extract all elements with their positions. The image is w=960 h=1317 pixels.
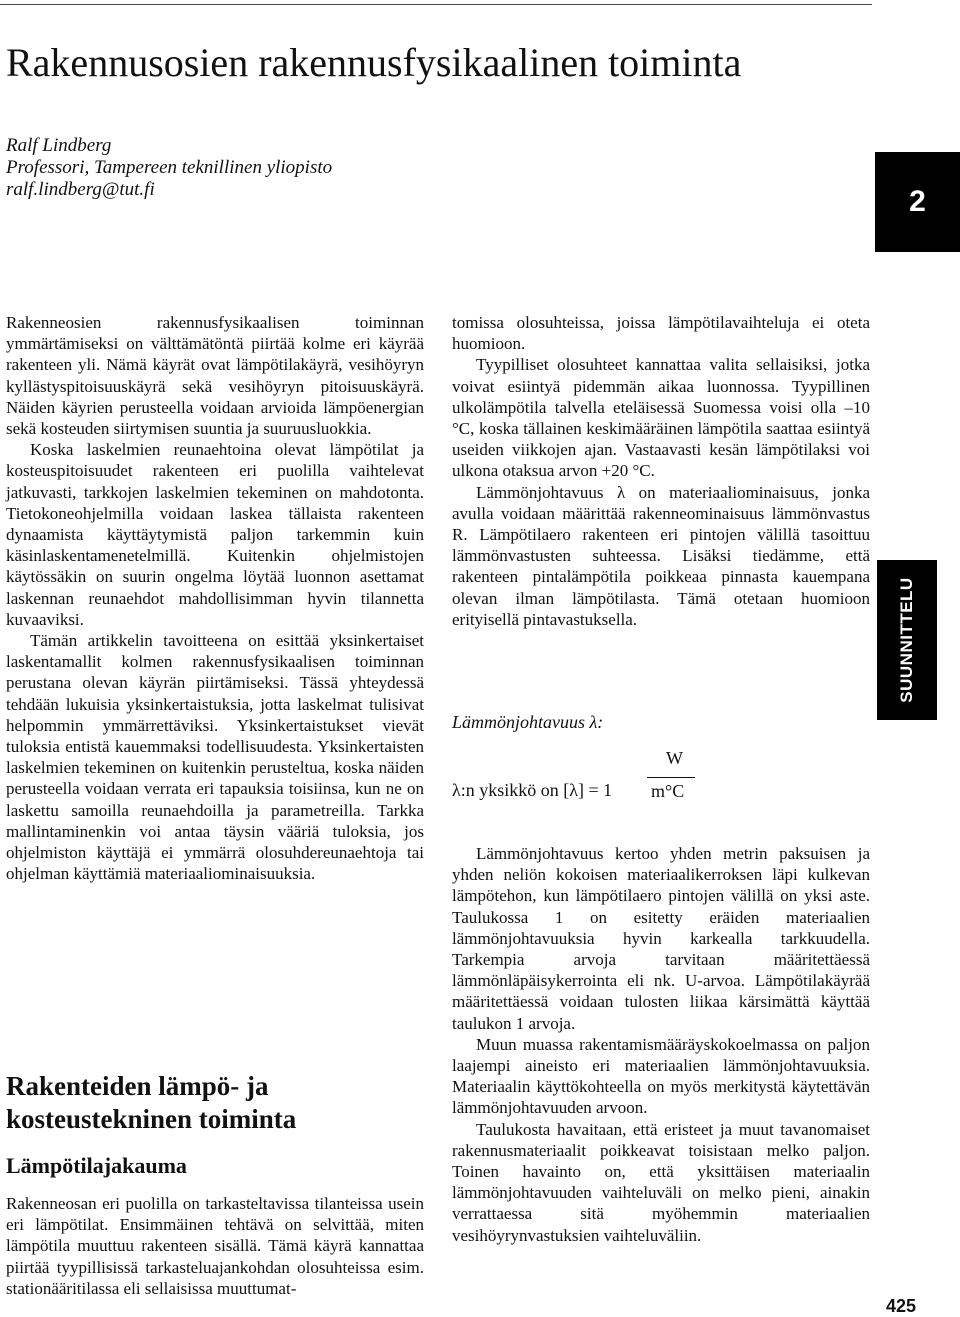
author-block	[6, 135, 332, 201]
paragraph: Taulukosta havaitaan, että eristeet ja muut tavanomaiset rakennusmateriaalit poikkeavat toisistaan melko paljon. Toinen havainto on, että yksittäisen materiaalin lämmönjohtavuuden vaihteluväli on melko pieni, ainakin verrattaessa sitä myöhemmin materiaalien vesihöyrynvastuksien vaihteluväliin.	[452, 1119, 870, 1245]
left-column	[6, 312, 424, 884]
paragraph: Lämmönjohtavuus kertoo yhden metrin paksuisen ja yhden neliön kokoisen materiaalikerroksen läpi kulkevan lämpötehon, kun lämpötilaero pintojen välillä on yksi aste. Taulukossa 1 on esitetty eräiden materiaalien lämmönjohtavuuksia hyvin karkealla tarkkuudella. Tarkempia arvoja tarvitaan määritettäessä lämmönläpäisykerrointa eli nk. U-arvoa. Lämpötilakäyrää määritettäessä voidaan tulosten liikaa kärsimättä käyttää taulukon 1 arvoja.	[452, 844, 870, 1033]
right-column-lower	[452, 843, 870, 1246]
left-column-section-body	[6, 1193, 424, 1299]
chapter-tab	[875, 152, 960, 252]
section-side-tab	[877, 560, 937, 720]
chapter-number: 2	[909, 185, 926, 218]
equation-label: Lämmönjohtavuus λ:	[452, 712, 604, 732]
paragraph: Tyypilliset olosuhteet kannattaa valita sellaisiksi, jotka voivat esiintyä pidemmän aikaa luonnossa. Tyypillinen ulkolämpötila talvella eteläisessä Suomessa voisi olla –10 °C, koska tällainen keskimääräinen lämpötila saattaa esiintyä useiden viikkojen ajan. Vastaavasti kesän lämpötilaksi voi ulkona otaksua arvon +20 °C.	[452, 355, 870, 481]
right-column	[452, 312, 870, 630]
paragraph: Koska laskelmien reunaehtoina olevat lämpötilat ja kosteuspitoisuudet rakenteen eri puolilla vaihtelevat jatkuvasti, tarkkojen laskelmien tekeminen on mahdotonta. Tietokoneohjelmilla voidaan laskea tällaista rakenteen dynaamista käyttäytymistä paljon tarkemmin kuin käsinlaskentamenetelmillä. Kuitenkin ohjelmistojen käytössäkin on suurin ongelma löytää luonnon asettamat laskennan reunaehdot mahdollisimman hyvin tilannetta kuvaaviksi.	[6, 440, 424, 629]
paragraph: Rakenneosan eri puolilla on tarkasteltavissa tilanteissa usein eri lämpötilat. Ensimmäinen tehtävä on selvittää, miten lämpötila muuttuu rakenteen sisällä. Tämä käyrä kannattaa piirtää tyypillisissä tarkasteluajankohdan olosuhteissa esim. stationääritilassa eli sellaisissa muuttumat-	[6, 1194, 424, 1298]
author-email: ralf.lindberg@tut.fi	[6, 179, 155, 200]
page-number: 425	[886, 1296, 917, 1316]
equation-lhs: λ:n yksikkö on [λ] = 1	[452, 780, 613, 800]
paragraph: Rakenneosien rakennusfysikaalisen toiminnan ymmärtämiseksi on välttämätöntä piirtää kolme eri käyrää rakenteen yli. Nämä käyrät ovat lämpötilakäyrä, vesihöyryn kyllästyspitoisuuskäyrä sekä vesihöyryn pitoisuuskäyrä. Näiden käyrien perusteella voidaan arvioida lämpöenergian sekä kosteuden siirtymisen suuntia ja suuruusluokkia.	[6, 313, 424, 439]
equation-denominator: m°C	[651, 781, 685, 801]
top-rule	[0, 4, 872, 5]
article-title: Rakennusosien rakennusfysikaalinen toiminta	[6, 40, 742, 85]
paragraph: Lämmönjohtavuus λ on materiaaliominaisuus, jonka avulla voidaan määrittää rakenneominaisuus lämmönvastus R. Lämpötilaero rakenteen eri pintojen välillä tasoittuu lämmönvastusten suhteessa. Lisäksi tiedämme, että rakenteen pintalämpötila poikkeaa pinnasta kauempana olevan ilman lämpötilasta. Tämä otetaan huomioon erityisellä pintavastuksella.	[452, 482, 870, 629]
subsection-heading: Lämpötilajakauma	[6, 1153, 187, 1178]
paragraph: tomissa olosuhteissa, joissa lämpötilavaihteluja ei oteta huomioon.	[452, 313, 870, 354]
section-heading: Rakenteiden lämpö- ja kosteustekninen toiminta	[6, 1071, 297, 1134]
equation-numerator: W	[666, 748, 683, 768]
fraction-bar	[647, 777, 695, 778]
paragraph: Tämän artikkelin tavoitteena on esittää yksinkertaiset laskentamallit kolmen rakennusfysikaalisen toiminnan perustana olevan käyrän piirtämiseksi. Tässä yhteydessä tehdään lukuisia yksinkertaistuksia, jotta laskelmat tulisivat helpommin ymmärrettäviksi. Yksinkertaistukset vievät tuloksia entistä kauemmaksi todellisuudesta. Yksinkertaisten laskelmien tekeminen on kuitenkin perusteltua, koska näiden perusteella voidaan verrata eri tapauksia toisiinsa, kun ne on laskettu samoilla reunaehdoilla ja parametreilla. Tarkka mallintaminenkin voi antaa täysin vääriä tuloksia, jos ohjelmiston käyttäjä ei ymmärrä olosuhdereunaehtoja tai ohjelman käyttämiä materiaaliominaisuuksia.	[6, 631, 424, 884]
paragraph: Muun muassa rakentamismääräyskokoelmassa on paljon laajempi aineisto eri materiaalien lämmönjohtavuuksia. Materiaalin käyttökohteella on myös merkitystä käytettävän lämmönjohtavuuden arvoon.	[452, 1034, 870, 1118]
author-affiliation: Professori, Tampereen teknillinen yliopisto	[6, 157, 333, 178]
author-name: Ralf Lindberg	[6, 135, 112, 156]
section-side-label: SUUNNITTELU	[897, 577, 916, 703]
